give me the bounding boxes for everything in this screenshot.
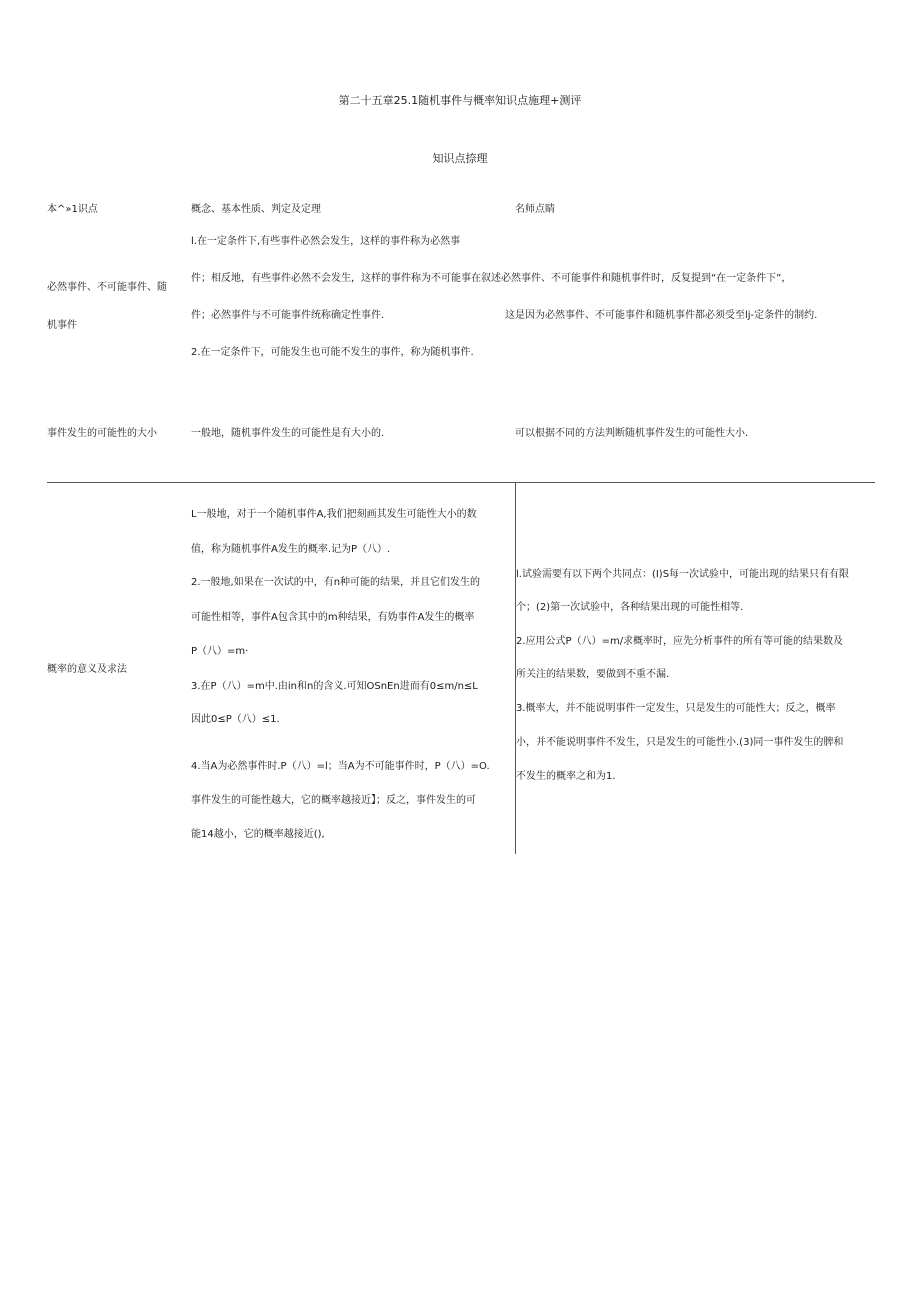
row3-concept-line: 能14越小，它的概率越接近(), — [191, 829, 325, 840]
row1-concept-line3: 件；必然事件与不可能事件统称确定性事件. — [191, 310, 385, 321]
row3-note-line: 2.应用公式P（八）=m/求概率时，应先分析事件的所有等可能的结果数及 — [516, 636, 844, 647]
table-divider-horizontal — [47, 482, 875, 483]
row1-topic-line2: 机事件 — [47, 320, 77, 331]
row3-note-line: 个；(2)第一次试验中，各种结果出现的可能性相等. — [516, 602, 744, 613]
row3-note-line: 所关注的结果数，要做到不重不漏. — [516, 669, 670, 680]
row3-concept-line: L一般地，对于一个随机事件A,我们把刻画其发生可能性大小的数 — [191, 509, 477, 520]
row2-note: 可以根据不同的方法判断随机事件发生的可能性大小. — [515, 428, 749, 439]
row3-concept-line: 事件发生的可能性越大，它的概率越接近】；反之，事件发生的可 — [191, 795, 476, 806]
row3-concept-line: 3.在P（八）=m中.由in和n的含义.可知OSnEn进而有0≤m/n≤L — [191, 681, 478, 692]
row1-concept-line4: 2.在一定条件下，可能发生也可能不发生的事件，称为随机事件. — [191, 347, 474, 358]
row3-topic: 概率的意义及求法 — [47, 664, 127, 675]
row3-concept-line: 4.当A为必然事件时.P（八）=l；当A为不可能事件时，P（八）=O. — [191, 761, 490, 772]
header-teacher-notes: 名师点睛 — [515, 204, 555, 215]
row1-concept-line1: l.在一定条件下,有些事件必然会发生，这样的事件称为必然事 — [191, 236, 461, 247]
header-knowledge-point: 本^»1识点 — [47, 204, 98, 215]
row3-note-line: 不发生的概率之和为1. — [516, 771, 616, 782]
header-concepts: 概念、基本性质、判定及定理 — [191, 204, 321, 215]
row3-concept-line: 值，称为随机事件A发生的概率.记为P（八）. — [191, 544, 391, 555]
row1-concept-line2: 件；相反地，有些事件必然不会发生，这样的事件称为不可能事在叙述必然事件、不可能事件和随机事件时，反复提到“在一定条件下”， — [191, 273, 792, 284]
row2-concept: 一般地，随机事件发生的可能性是有大小的. — [191, 428, 385, 439]
section-title: 知识点捺理 — [432, 152, 488, 165]
row3-concept-line: P（八）=m· — [191, 646, 249, 657]
row3-note-line: 小，并不能说明事件不发生，只是发生的可能性小.(3)同一事件发生的脾和 — [516, 737, 844, 748]
row1-note-line: 这是因为必然事件、不可能事件和随机事件都必须受至lj-定条件的制约. — [505, 310, 818, 321]
row2-topic: 事件发生的可能性的大小 — [47, 428, 157, 439]
row3-concept-line: 2.一般地,如果在一次试的中，有n种可能的结果，并且它们发生的 — [191, 577, 481, 588]
row1-topic-line1: 必然事件、不可能事件、随 — [47, 282, 167, 293]
row3-concept-line: 因此0≤P（八）≤1. — [191, 714, 280, 725]
row3-note-line: 3.概率大，并不能说明事件一定发生，只是发生的可能性大；反之，概率 — [516, 703, 836, 714]
page-title: 第二十五章25.1随机事件与概率知识点施理+测评 — [338, 94, 582, 107]
row3-note-line: l.试验需要有以下两个共同点：(I)S每一次试验中，可能出现的结果只有有限 — [516, 569, 850, 580]
row3-concept-line: 可能性相等，事件A包含其中的m种结果，有妫事件A发生的概率 — [191, 612, 475, 623]
